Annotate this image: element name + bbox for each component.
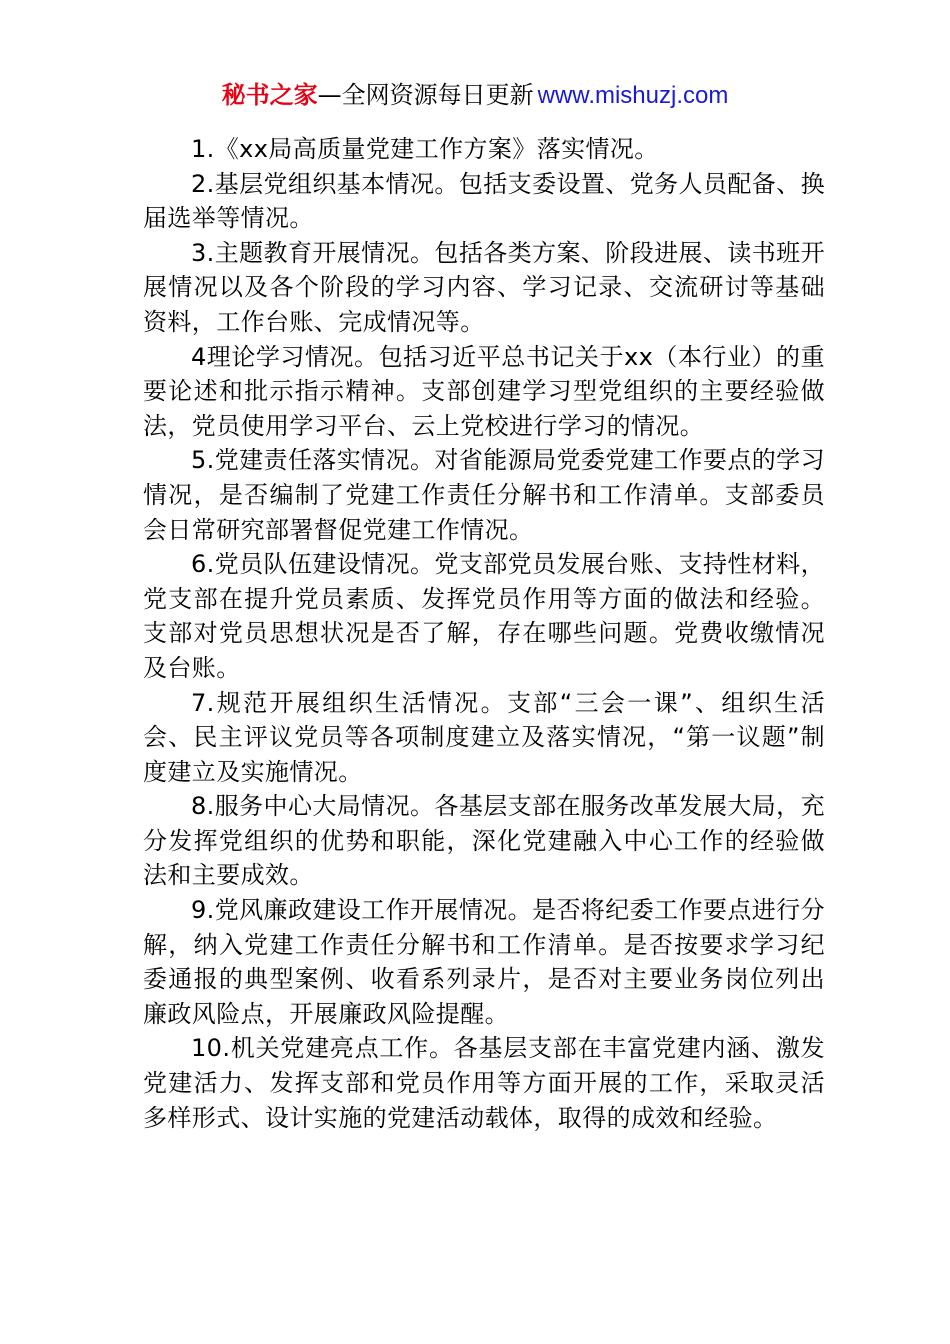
brand-name: 秘书之家 [221, 81, 318, 109]
paragraph-item-4: 4理论学习情况。包括习近平总书记关于xx（本行业）的重要论述和批示指示精神。支部创建学习型党组织的主要经验做法，党员使用学习平台、云上党校进行学习的情况。 [143, 342, 825, 440]
paragraph-item-9: 9.党风廉政建设工作开展情况。是否将纪委工作要点进行分解，纳入党建工作责任分解书和工作清单。是否按要求学习纪委通报的典型案例、收看系列录片，是否对主要业务岗位列出廉政风险点，开展廉政风险提醒。 [143, 896, 825, 1028]
paragraph-item-6: 6.党员队伍建设情况。党支部党员发展台账、支持性材料，党支部在提升党员素质、发挥党员作用等方面的做法和经验。支部对党员思想状况是否了解，存在哪些问题。党费收缴情况及台账。 [143, 550, 825, 682]
site-banner [0, 78, 950, 113]
banner-tagline: —全网资源每日更新 [317, 81, 534, 109]
document-body [143, 132, 825, 1135]
site-url-link[interactable]: www.mishuzj.com [537, 82, 729, 109]
paragraph-item-5: 5.党建责任落实情况。对省能源局党委党建工作要点的学习情况，是否编制了党建工作责任分解书和工作清单。支部委员会日常研究部署督促党建工作情况。 [143, 446, 825, 544]
paragraph-item-2: 2.基层党组织基本情况。包括支委设置、党务人员配备、换届选举等情况。 [143, 169, 825, 233]
paragraph-item-10: 10.机关党建亮点工作。各基层支部在丰富党建内涵、激发党建活力、发挥支部和党员作用等方面开展的工作，采取灵活多样形式、设计实施的党建活动载体，取得的成效和经验。 [143, 1034, 825, 1132]
paragraph-item-7: 7.规范开展组织生活情况。支部“三会一课”、组织生活会、民主评议党员等各项制度建立及落实情况，“第一议题”制度建立及实施情况。 [143, 688, 825, 786]
paragraph-item-8: 8.服务中心大局情况。各基层支部在服务改革发展大局，充分发挥党组织的优势和职能，深化党建融入中心工作的经验做法和主要成效。 [143, 792, 825, 890]
paragraph-item-1: 1.《xx局高质量党建工作方案》落实情况。 [191, 135, 659, 163]
paragraph-item-3: 3.主题教育开展情况。包括各类方案、阶段进展、读书班开展情况以及各个阶段的学习内容、学习记录、交流研讨等基础资料，工作台账、完成情况等。 [143, 238, 825, 336]
